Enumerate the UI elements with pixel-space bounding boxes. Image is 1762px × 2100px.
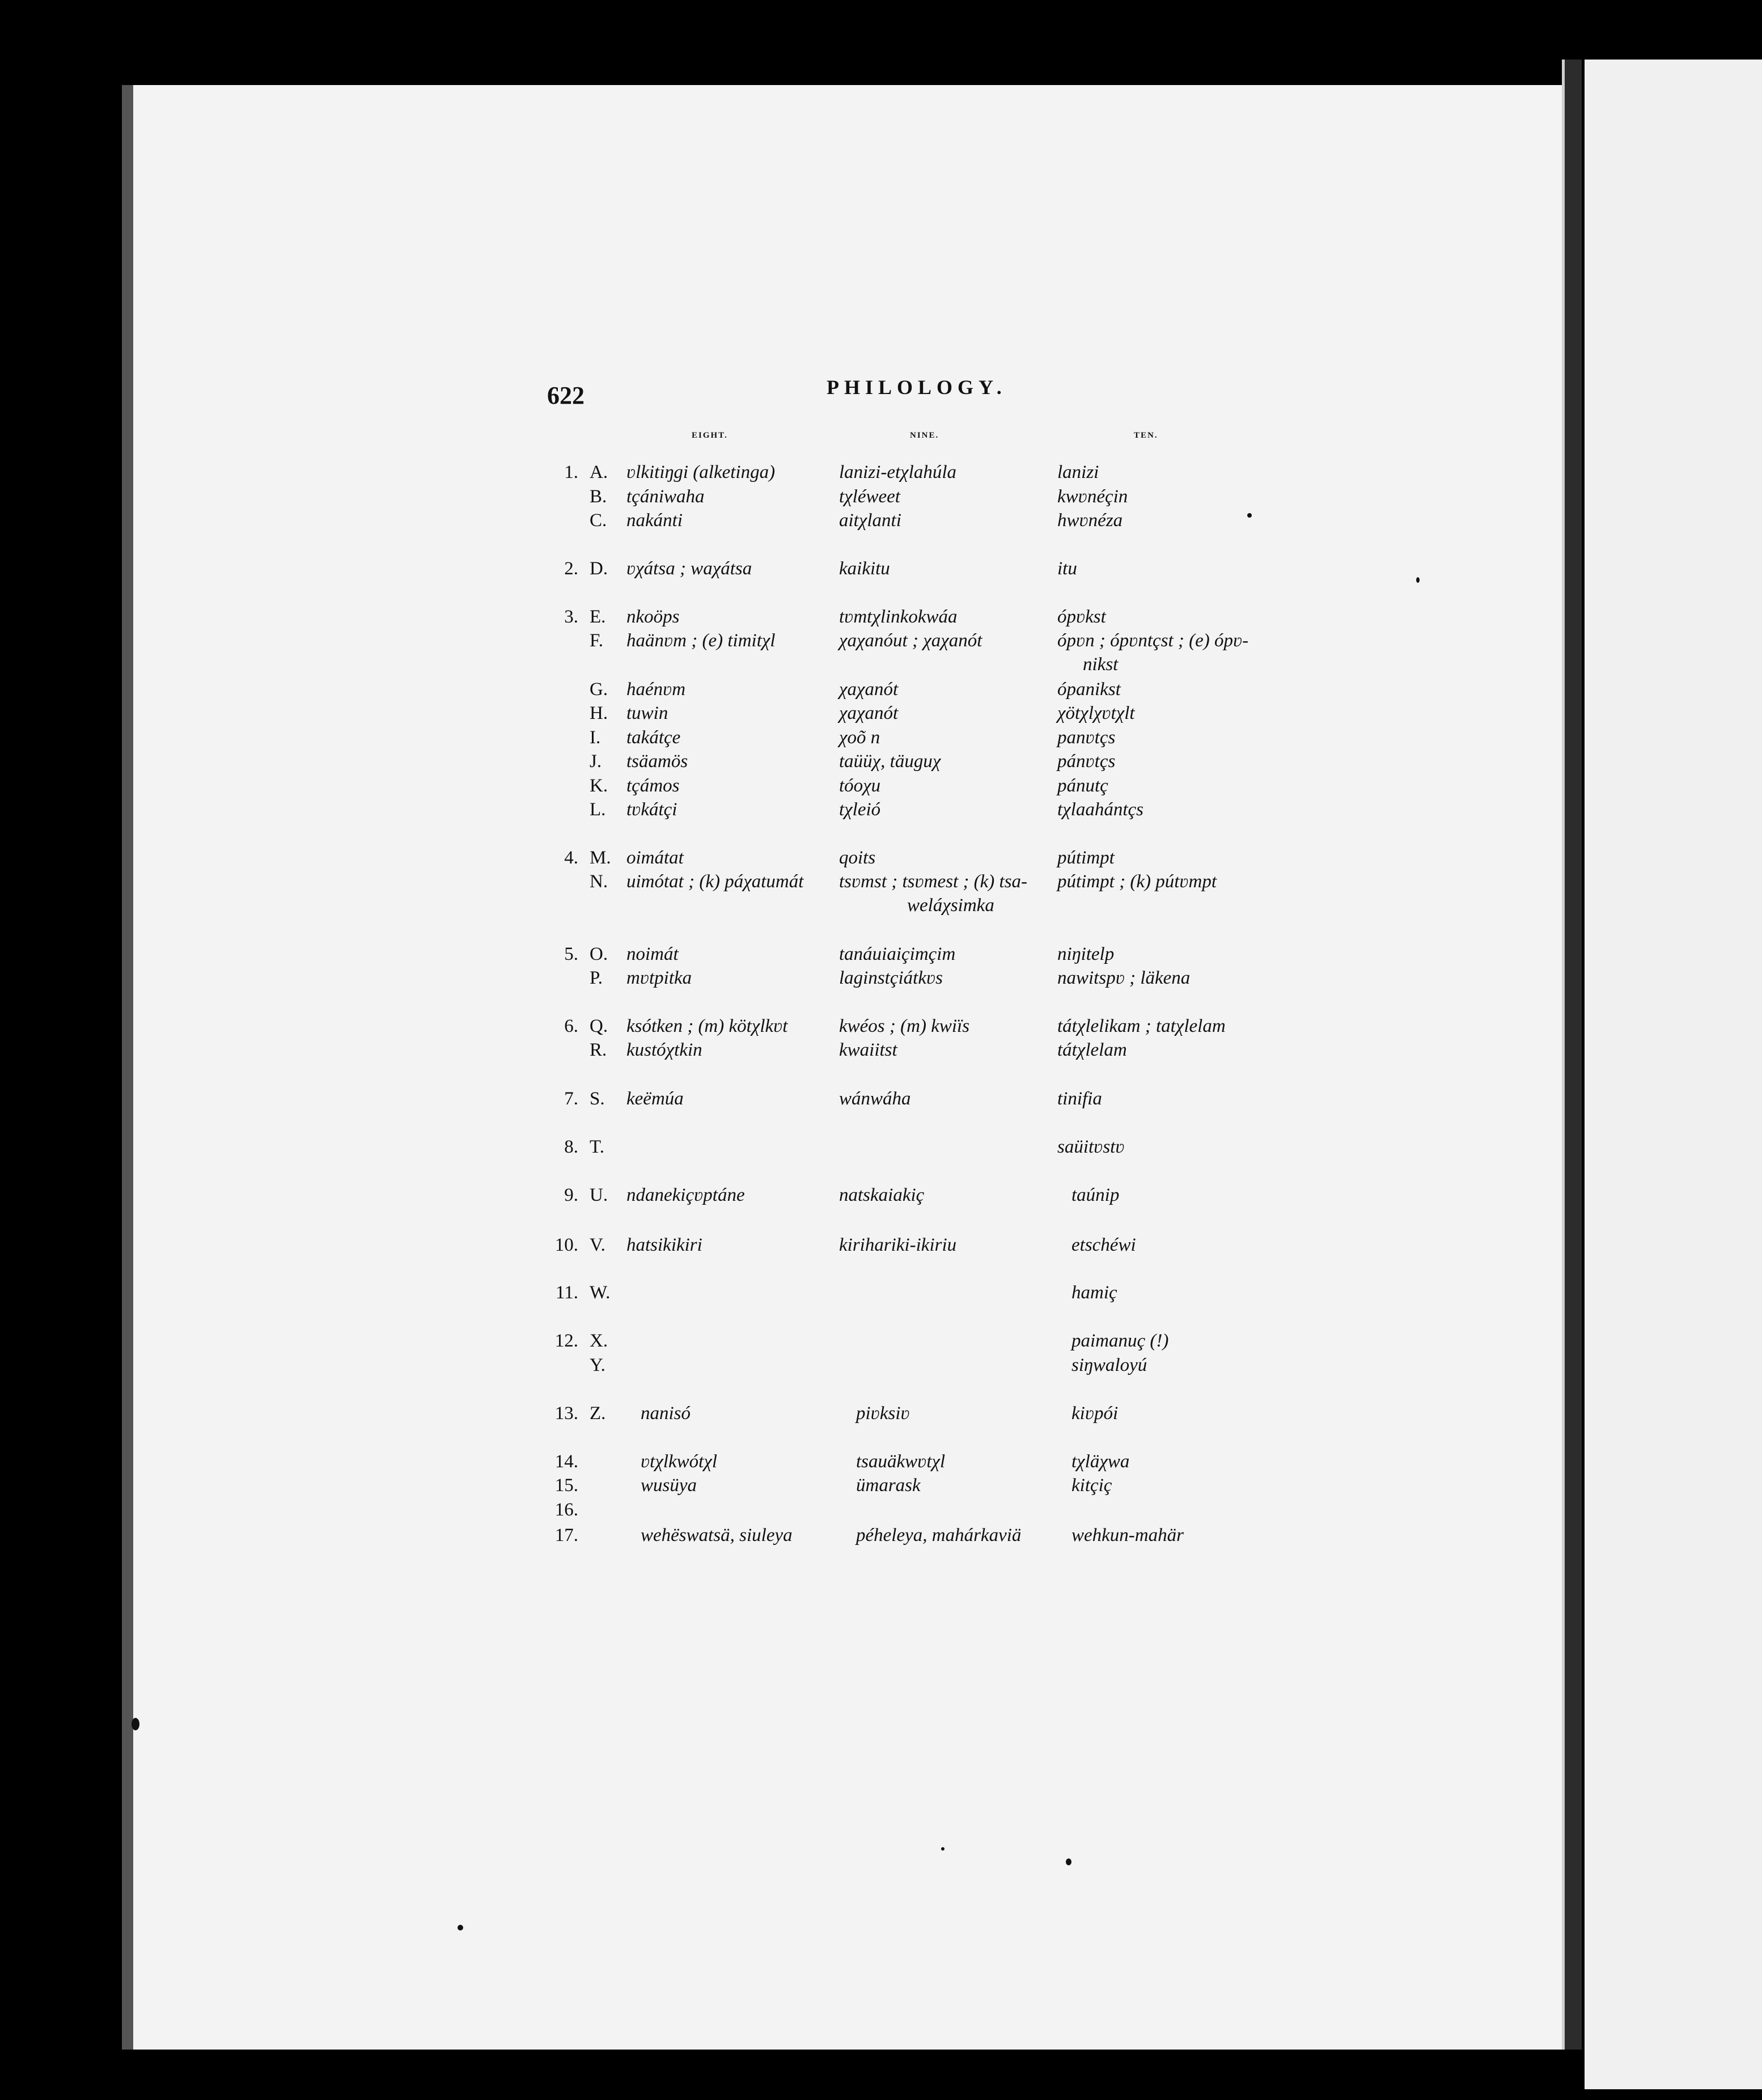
row-letter: E. — [590, 607, 606, 627]
cell-eight: noimát — [626, 944, 679, 964]
cell-ten: kitçiç — [1071, 1475, 1112, 1496]
row-letter: L. — [590, 799, 606, 820]
cell-ten: ópʋn ; ópʋntçst ; (e) ópʋ- — [1057, 630, 1249, 651]
cell-ten: tátχlelikam ; tatχlelam — [1057, 1016, 1226, 1036]
row-number: 4. — [564, 848, 578, 868]
cell-nine: piʋksiʋ — [856, 1403, 910, 1424]
row-number: 16. — [554, 1500, 578, 1520]
cell-ten: hamiç — [1071, 1282, 1117, 1303]
cell-eight: takátçe — [626, 727, 681, 748]
row-letter: H. — [590, 703, 608, 723]
ink-speck — [1066, 1858, 1071, 1865]
row-number: 5. — [564, 944, 578, 964]
row-letter: G. — [590, 679, 608, 700]
cell-eight: ksótken ; (m) kötχlkʋt — [626, 1016, 788, 1036]
cell-ten: siŋwaloyú — [1071, 1355, 1147, 1375]
cell-eight: ndanekiçʋptáne — [626, 1185, 745, 1205]
cell-ten: nawitspʋ ; läkena — [1057, 968, 1191, 988]
cell-ten: χötχlχʋtχlt — [1057, 703, 1135, 723]
cell-eight: nanisó — [641, 1403, 691, 1424]
cell-ten: ópʋkst — [1057, 607, 1106, 627]
cell-ten: pútimpt — [1057, 848, 1115, 868]
ink-speck — [458, 1925, 463, 1930]
cell-nine: laginstçiátkʋs — [839, 968, 943, 988]
cell-eight: kustóχtkin — [626, 1040, 702, 1060]
row-letter: T. — [590, 1137, 604, 1157]
cell-nine: lanizi-etχlahúla — [839, 462, 957, 482]
cell-ten: pánʋtçs — [1057, 751, 1116, 772]
page-number: 622 — [547, 382, 584, 409]
cell-eight: tçániwaha — [626, 486, 705, 507]
cell-nine: χaχanót — [839, 703, 899, 723]
row-letter: M. — [590, 848, 611, 868]
row-letter: Q. — [590, 1016, 608, 1036]
row-letter: W. — [590, 1282, 611, 1303]
cell-eight: wehëswatsä, siuleya — [641, 1525, 793, 1546]
cell-nine: tχléweet — [839, 486, 900, 507]
row-number: 10. — [554, 1235, 578, 1255]
row-letter: U. — [590, 1185, 608, 1205]
cell-ten: paimanuç (!) — [1071, 1331, 1169, 1351]
row-number: 8. — [564, 1137, 578, 1157]
cell-ten: niŋitelp — [1057, 944, 1115, 964]
row-letter: K. — [590, 776, 608, 796]
row-number: 17. — [554, 1525, 578, 1546]
cell-ten: kwʋnéçin — [1057, 486, 1128, 507]
row-letter: V. — [590, 1235, 605, 1255]
cell-ten: pútimpt ; (k) pútʋmpt — [1057, 871, 1217, 892]
cell-nine: tanáuiaiçimçim — [839, 944, 956, 964]
ink-speck — [1247, 513, 1252, 518]
row-number: 7. — [564, 1089, 578, 1109]
row-number: 9. — [564, 1185, 578, 1205]
row-letter: A. — [590, 462, 608, 482]
cell-ten: itu — [1057, 558, 1077, 579]
cell-eight: tʋkátçi — [626, 799, 677, 820]
cell-ten: kiʋpói — [1071, 1403, 1119, 1424]
cell-ten: hwʋnéza — [1057, 510, 1123, 531]
row-letter: Y. — [590, 1355, 605, 1375]
column-header-eight: EIGHT. — [692, 431, 728, 440]
row-number: 1. — [564, 462, 578, 482]
row-number: 15. — [554, 1475, 578, 1496]
cell-eight: ʋtχlkwótχl — [641, 1451, 718, 1472]
cell-eight: keëmúa — [626, 1089, 684, 1109]
cell-eight: tçámos — [626, 776, 680, 796]
row-letter: O. — [590, 944, 608, 964]
row-number: 3. — [564, 607, 578, 627]
cell-eight: nakánti — [626, 510, 683, 531]
cell-nine: ümarask — [856, 1475, 921, 1496]
row-letter: J. — [590, 751, 602, 772]
ink-speck — [1416, 577, 1420, 583]
cell-eight: haänʋm ; (e) timitχl — [626, 630, 776, 651]
cell-nine: tʋmtχlinkokwáa — [839, 607, 958, 627]
cell-nine: tsʋmst ; tsʋmest ; (k) tsa- — [839, 871, 1028, 892]
row-letter: B. — [590, 486, 607, 507]
row-letter: C. — [590, 510, 607, 531]
cell-ten: wehkun-mahär — [1071, 1525, 1184, 1546]
cell-eight: haénʋm — [626, 679, 686, 700]
cell-ten: lanizi — [1057, 462, 1099, 482]
row-letter: P. — [590, 968, 603, 988]
row-letter: Z. — [590, 1403, 606, 1424]
cell-nine: wánwáha — [839, 1089, 911, 1109]
cell-nine: kaikitu — [839, 558, 890, 579]
cell-nine: péheleya, mahárkaviä — [856, 1525, 1022, 1546]
row-letter: S. — [590, 1089, 605, 1109]
cell-nine: χaχanóut ; χaχanót — [839, 630, 982, 651]
cell-ten: panʋtçs — [1057, 727, 1116, 748]
row-number: 11. — [555, 1282, 578, 1303]
cell-nine: χoõ n — [839, 727, 880, 748]
cell-ten: taúnip — [1071, 1185, 1120, 1205]
row-letter: I. — [590, 727, 601, 748]
cell-ten: tinifia — [1057, 1089, 1102, 1109]
cell-eight: tsäamös — [626, 751, 688, 772]
cell-eight: ʋχátsa ; waχátsa — [626, 558, 752, 579]
cell-eight: mʋtpitka — [626, 968, 692, 988]
column-header-ten: TEN. — [1134, 431, 1158, 440]
cell-ten: tátχlelam — [1057, 1040, 1127, 1060]
cell-nine: kwaiitst — [839, 1040, 897, 1060]
cell-nine: tóoχu — [839, 776, 881, 796]
row-letter: D. — [590, 558, 608, 579]
cell-ten-continued: nikst — [1083, 654, 1119, 675]
cell-eight: wusüya — [641, 1475, 697, 1496]
cell-ten: pánutç — [1057, 776, 1108, 796]
row-letter: X. — [590, 1331, 608, 1351]
cell-eight: nkoöps — [626, 607, 680, 627]
row-number: 13. — [554, 1403, 578, 1424]
cell-nine: χaχanót — [839, 679, 899, 700]
cell-nine: aitχlanti — [839, 510, 901, 531]
row-number: 2. — [564, 558, 578, 579]
cell-ten: tχlaahántçs — [1057, 799, 1144, 820]
row-letter: F. — [590, 630, 603, 651]
row-number: 6. — [564, 1016, 578, 1036]
facing-page-edge — [1585, 60, 1762, 2089]
cell-eight: tuwin — [626, 703, 668, 723]
cell-nine: kwéos ; (m) kwiïs — [839, 1016, 970, 1036]
cell-ten: saüitʋstʋ — [1057, 1137, 1125, 1157]
row-letter: N. — [590, 871, 608, 892]
ink-speck — [132, 1718, 139, 1730]
row-letter: R. — [590, 1040, 607, 1060]
cell-ten: ópanikst — [1057, 679, 1121, 700]
row-number: 14. — [554, 1451, 578, 1472]
column-header-nine: NINE. — [910, 431, 939, 440]
cell-eight: ʋlkitiŋgi (alketinga) — [626, 462, 776, 482]
cell-eight: hatsikikiri — [626, 1235, 702, 1255]
running-head: PHILOLOGY. — [827, 376, 1007, 399]
cell-eight: oimátat — [626, 848, 684, 868]
cell-nine: natskaiakiç — [839, 1185, 925, 1205]
cell-eight: uimótat ; (k) páχatumát — [626, 871, 804, 892]
page-gutter — [1562, 60, 1582, 2050]
row-number: 12. — [554, 1331, 578, 1351]
cell-nine: tsauäkwʋtχl — [856, 1451, 946, 1472]
cell-nine-continued: weláχsimka — [907, 895, 994, 916]
cell-nine: taüüχ, täuguχ — [839, 751, 941, 772]
cell-nine: kirihariki-ikiriu — [839, 1235, 957, 1255]
ink-speck — [941, 1847, 944, 1851]
cell-nine: tχleió — [839, 799, 881, 820]
cell-ten: etschéwi — [1071, 1235, 1136, 1255]
cell-nine: qoits — [839, 848, 876, 868]
cell-ten: tχläχwa — [1071, 1451, 1130, 1472]
